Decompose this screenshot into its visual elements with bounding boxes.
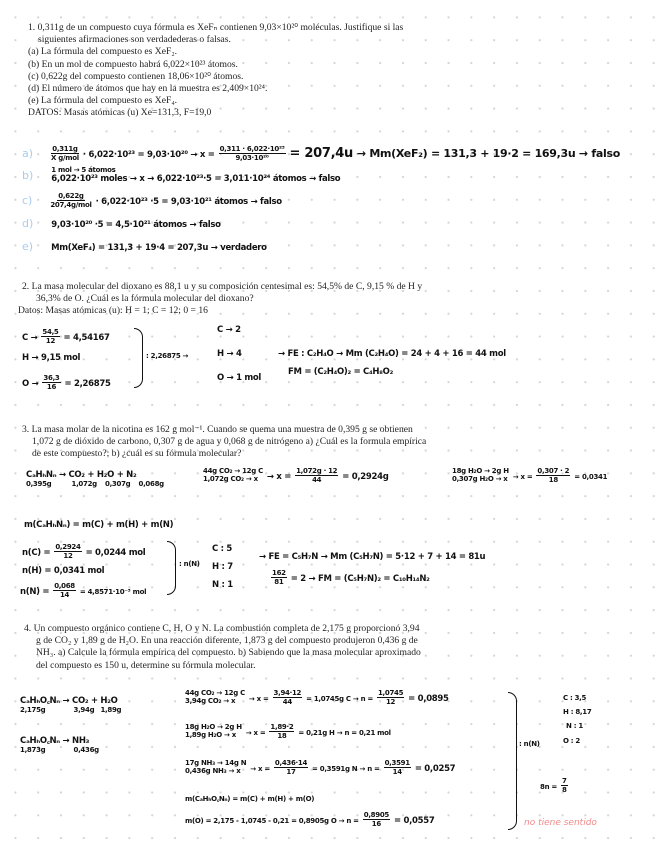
q4-red-note: no tiene sentido [524, 818, 597, 828]
q4-mass-sum: m(CₐHₕO꜀Nₙ) = m(C) + m(H) + m(O) [185, 795, 315, 803]
fraction: $\frac{0,311g}{\text{X g/mol}}$ [51, 144, 79, 162]
q3-line1: 3. La masa molar de la nicotina es 162 g mol⁻¹. Cuando se quema una muestra de 0,395 g se obtienen [22, 424, 413, 435]
q3-ratio-h: H : 7 [212, 562, 233, 572]
q4-divisor: : n(N) [519, 740, 540, 748]
question-1-statement [28, 22, 403, 120]
q1-option-e: (e) La fórmula del compuesto es XeF₄. [28, 95, 178, 107]
q1-line1: 1. 0,311g de un compuesto cuya fórmula es XeFₙ contienen 9,03×10²⁰ moléculas. Justifique si las [28, 22, 404, 33]
curly-brace [134, 328, 143, 388]
q4-line2: g de CO₂ y 1,89 g de H₂O. En una reacción diferente, 1,873 g del compuesto produjeron 0,436 g de [36, 635, 418, 647]
q2-molecular-formula: FM = (C₂H₄O)₂ = C₄H₈O₂ [288, 367, 394, 377]
q3-n-hydrogen: n(H) = 0,0341 mol [22, 566, 105, 576]
q4-line1: 4. Un compuesto orgánico contiene C, H, O y N. La combustión completa de 2,175 g proporcionó 3,94 [24, 623, 420, 634]
q3-n-nitrogen: n(N) = $\frac{0,068}{14}$ = 4,8571·10⁻³ mol [20, 581, 147, 599]
q3-divisor: : n(N) [179, 560, 200, 568]
q1-answer-b: b) 1 mol → 5 átomos 6,022·10²³ moles → x → 6,022·10²³·5 = 3,011·10²⁴ átomos → falso [22, 166, 341, 185]
answer-label-e: e) [22, 240, 34, 253]
question-2-statement [18, 281, 423, 318]
curly-brace [508, 692, 517, 830]
q3-empirical-formula: → FE = C₅H₇N → Mm (C₅H₇N) = 5·12 + 7 + 14 = 81u [259, 552, 486, 562]
q2-answer-o: O → $\frac{36,3}{16}$ = 2,26875 [22, 373, 111, 391]
q3-n-carbon: n(C) = $\frac{0,2924}{12}$ = 0,0244 mol [22, 542, 146, 560]
q4-note: 8n = $\frac{7}{8}$ [540, 776, 567, 794]
q3-ratio-n: N : 1 [212, 580, 233, 590]
q2-ratio-c: C → 2 [217, 325, 241, 335]
q4-ratio-o: O : 2 [563, 737, 580, 745]
q2-divisor: : 2,26875 → [146, 352, 189, 360]
q3-molecular-formula: $\frac{162}{81}$ = 2 → FM = (C₅H₇N)₂ = C₁₀H₁₄N₂ [272, 568, 430, 586]
answer-label-d: d) [22, 217, 34, 230]
q4-ratio-n: N : 1 [566, 722, 583, 730]
q2-ratio-h: H → 4 [217, 349, 242, 359]
q4-reaction-1: CₐHₕO꜀Nₙ → CO₂ + H₂O 2,175g 3,94g 1,89g [20, 696, 122, 714]
q4-hydrogen-calc: 18g H₂O → 2g H 1,89g H₂O → x → x = $\frac{1,89\cdot 2}{18}$ = 0,21g H → n = 0,21 mol [185, 722, 391, 740]
fraction: $\frac{\text{0,311 · 6,022·10²³}}{\text{9,03·10²⁰}}$ [219, 144, 285, 162]
q4-line4: del compuesto es 150 u, determine su fórmula molecular. [36, 659, 256, 671]
q1-line2: siguientes afirmaciones son verdadederas o falsas. [38, 34, 231, 46]
q3-mass-sum: m(CₐHₕNₙ) = m(C) + m(H) + m(N) [24, 520, 174, 530]
q4-ratio-h: H : 8,17 [563, 708, 592, 716]
q2-answer-h: H → 9,15 mol [22, 353, 81, 363]
q4-nitrogen-calc: 17g NH₃ → 14g N 0,436g NH₃ → x → x = $\frac{0,436\cdot 14}{17}$ = 0,3591g N → n = $\frac{0,3591}{14}$ = 0,0257 [185, 758, 456, 776]
q1-option-a: (a) La fórmula del compuesto es XeF₂. [28, 46, 178, 58]
q1-answer-c: c) $\frac{0,622g}{\text{207,4g/mol}}$ · 6,022·10²³ ·5 = 9,03·10²¹ átomos → falso [22, 191, 282, 209]
question-4-statement [24, 623, 421, 672]
fraction: $\frac{0,622g}{\text{207,4g/mol}}$ [50, 191, 92, 209]
q2-empirical-formula: → FE : C₂H₄O → Mm (C₂H₄O) = 24 + 4 + 16 = 44 mol [278, 349, 506, 359]
q3-carbon-calc: 44g CO₂ → 12g C 1,072g CO₂ → x → x = $\frac{1,072g \cdot 12}{44}$ = 0,2924g [203, 466, 389, 484]
q4-oxygen-calc: m(O) = 2,175 - 1,0745 - 0,21 = 0,8905g O → n = $\frac{0,8905}{16}$ = 0,0557 [185, 810, 435, 828]
question-3-statement [22, 424, 426, 461]
q4-reaction-2: CₐHₕO꜀Nₙ → NH₃ 1,873g 0,436g [20, 736, 99, 754]
q1-option-c: (c) 0,622g del compuesto contienen 18,06×10²⁰ átomos. [28, 70, 244, 82]
q4-line3: NH₃. a) Calcule la fórmula empírica del compuesto. b) Sabiendo que la masa molecular aproximado [36, 647, 421, 659]
q4-ratio-c: C : 3,5 [563, 694, 587, 702]
q3-ratio-c: C : 5 [212, 544, 232, 554]
q3-reaction: CₐHₕNₙ → CO₂ + H₂O + N₂ 0,395g 1,072g 0,307g 0,068g [26, 470, 164, 488]
q1-option-b: (b) En un mol de compuesto habrá 6,022×10²³ átomos. [28, 58, 238, 70]
q4-carbon-calc: 44g CO₂ → 12g C 3,94g CO₂ → x → x = $\frac{3,94\cdot 12}{44}$ = 1,0745g C → n = $\frac{1,0745}{12}$ = 0,0895 [185, 688, 449, 706]
q1-answer-e: e) Mm(XeF₄) = 131,3 + 19·4 = 207,3u → verdadero [22, 240, 267, 253]
curly-brace [167, 541, 176, 595]
answer-label-b: b) [22, 168, 34, 182]
q2-answer-c: C → $\frac{54,5}{12}$ = 4,54167 [22, 327, 110, 345]
answer-label-c: c) [22, 194, 33, 207]
q3-line3: de este compuesto?; b) ¿cuál es su fórmula molecular? [32, 448, 242, 460]
q2-datos: Datos: Masas atómicas (u): H = 1; C = 12; 0 = 16 [18, 305, 208, 317]
q1-option-d: (d) El número de átomos que hay en la muestra es 2,409×10²⁴. [28, 83, 268, 95]
q3-line2: 1,072 g de dióxido de carbono, 0,307 g de agua y 0,068 g de nitrógeno a) ¿Cuál es la formula empírica [32, 436, 427, 448]
q1-datos: DATOS: Masas atómicas (u) Xe=131,3, F=19,0 [28, 107, 212, 119]
q3-hydrogen-calc: 18g H₂O → 2g H 0,307g H₂O → x → x = $\frac{0,307 \cdot 2}{18}$ = 0,0341 [452, 466, 608, 484]
q2-line2: 36,3% de O. ¿Cuál es la fórmula molecular del dioxano? [36, 293, 254, 305]
q2-line1: 2. La masa molecular del dioxano es 88,1 u y su composición centesimal es: 54,5% de C, 9,15 % de H y [22, 281, 423, 292]
answer-label-a: a) [22, 147, 34, 160]
q1-answer-a: a) $\frac{0,311g}{\text{X g/mol}}$ · 6,022·10²³ = 9,03·10²⁰ → x = $\frac{\text{0,311 · 6,022·10²³}}{\text{9,03·10²⁰}}$ = 207,4u → Mm(XeF₂) = 131,3 + 19·2 = 169,3u → falso [22, 144, 620, 162]
q2-ratio-o: O → 1 mol [217, 373, 262, 383]
q1-answer-d: d) 9,03·10²⁰ ·5 = 4,5·10²¹ átomos → falso [22, 217, 221, 230]
